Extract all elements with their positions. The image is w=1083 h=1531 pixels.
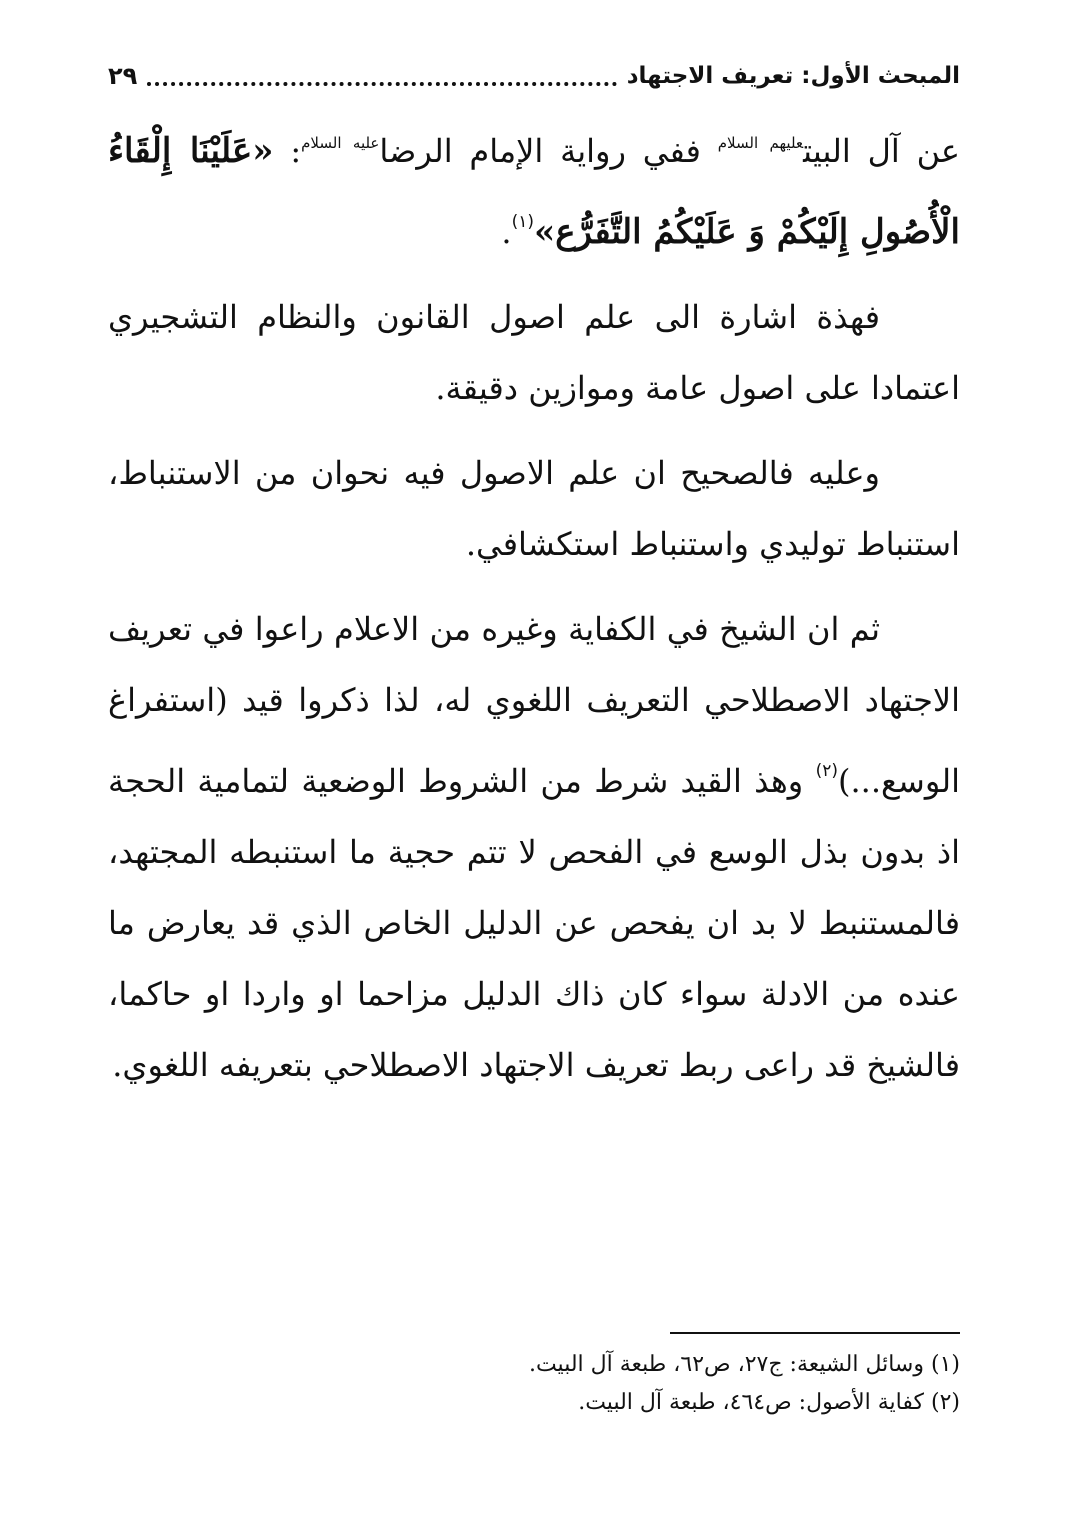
honorific-symbol: عليه السلام — [301, 134, 380, 152]
footnote-1: (١) وسائل الشيعة: ج٢٧، ص٦٢، طبعة آل البيت. — [528, 1352, 960, 1377]
footnote-ref-2: (٢) — [815, 761, 838, 781]
paragraph-1 — [108, 108, 960, 268]
p1-colon: : — [273, 132, 302, 170]
footnotes — [108, 1346, 960, 1422]
p1-end: . — [501, 213, 512, 251]
p2-text: فهذة اشارة الى علم اصول القانون والنظام التشجيري اعتمادا على اصول عامة وموازين دقيقة. — [108, 298, 960, 407]
p4-part1: ثم ان الشيخ في الكفاية وغيره من الاعلام راعوا في تعريف الاجتهاد الاصطلاحي التعريف اللغوي له، لذا ذكروا قيد (استفراغ الوسع...) — [108, 610, 960, 800]
leader-dots — [147, 82, 616, 86]
paragraph-3 — [108, 438, 960, 580]
p3-text: وعليه فالصحيح ان علم الاصول فيه نحوان من الاستنباط، استنباط توليدي واستنباط استكشافي. — [108, 454, 960, 563]
p1-mid: ففي رواية الإمام الرضا — [379, 132, 718, 170]
paragraph-4 — [108, 594, 960, 1101]
chapter-title: المبحث الأول: تعريف الاجتهاد — [626, 63, 960, 89]
hadith-quote: «عَلَيْنَا إِلْقَاءُ الْأُصُولِ إِلَيْكُمْ وَ عَلَيْكُمُ التَّفَرُّع» — [108, 131, 960, 252]
page-number: ٢٩ — [108, 62, 138, 90]
honorific-symbol: عليهم السلام — [717, 134, 804, 152]
footnote-separator — [670, 1332, 960, 1334]
p1-lead: عن آل البيت — [803, 132, 961, 170]
footnote-ref-1: (١) — [511, 212, 535, 232]
running-header — [108, 56, 960, 96]
footnote-2: (٢) كفاية الأصول: ص٤٦٤، طبعة آل البيت. — [578, 1390, 960, 1415]
paragraph-2 — [108, 282, 960, 424]
main-text — [108, 108, 960, 1101]
p4-part2: وهذ القيد شرط من الشروط الوضعية لتمامية الحجة اذ بدون بذل الوسع في الفحص لا تتم حجية ما استنبطه المجتهد، فالمستنبط لا بد ان يفحص عن الدليل الخاص الذي قد يعارض ما عنده من الادلة سواء كان ذاك الدليل مزاحما او واردا او حاكما، فالشيخ قد راعى ربط تعريف الاجتهاد الاصطلاحي بتعريفه اللغوي. — [108, 762, 960, 1084]
